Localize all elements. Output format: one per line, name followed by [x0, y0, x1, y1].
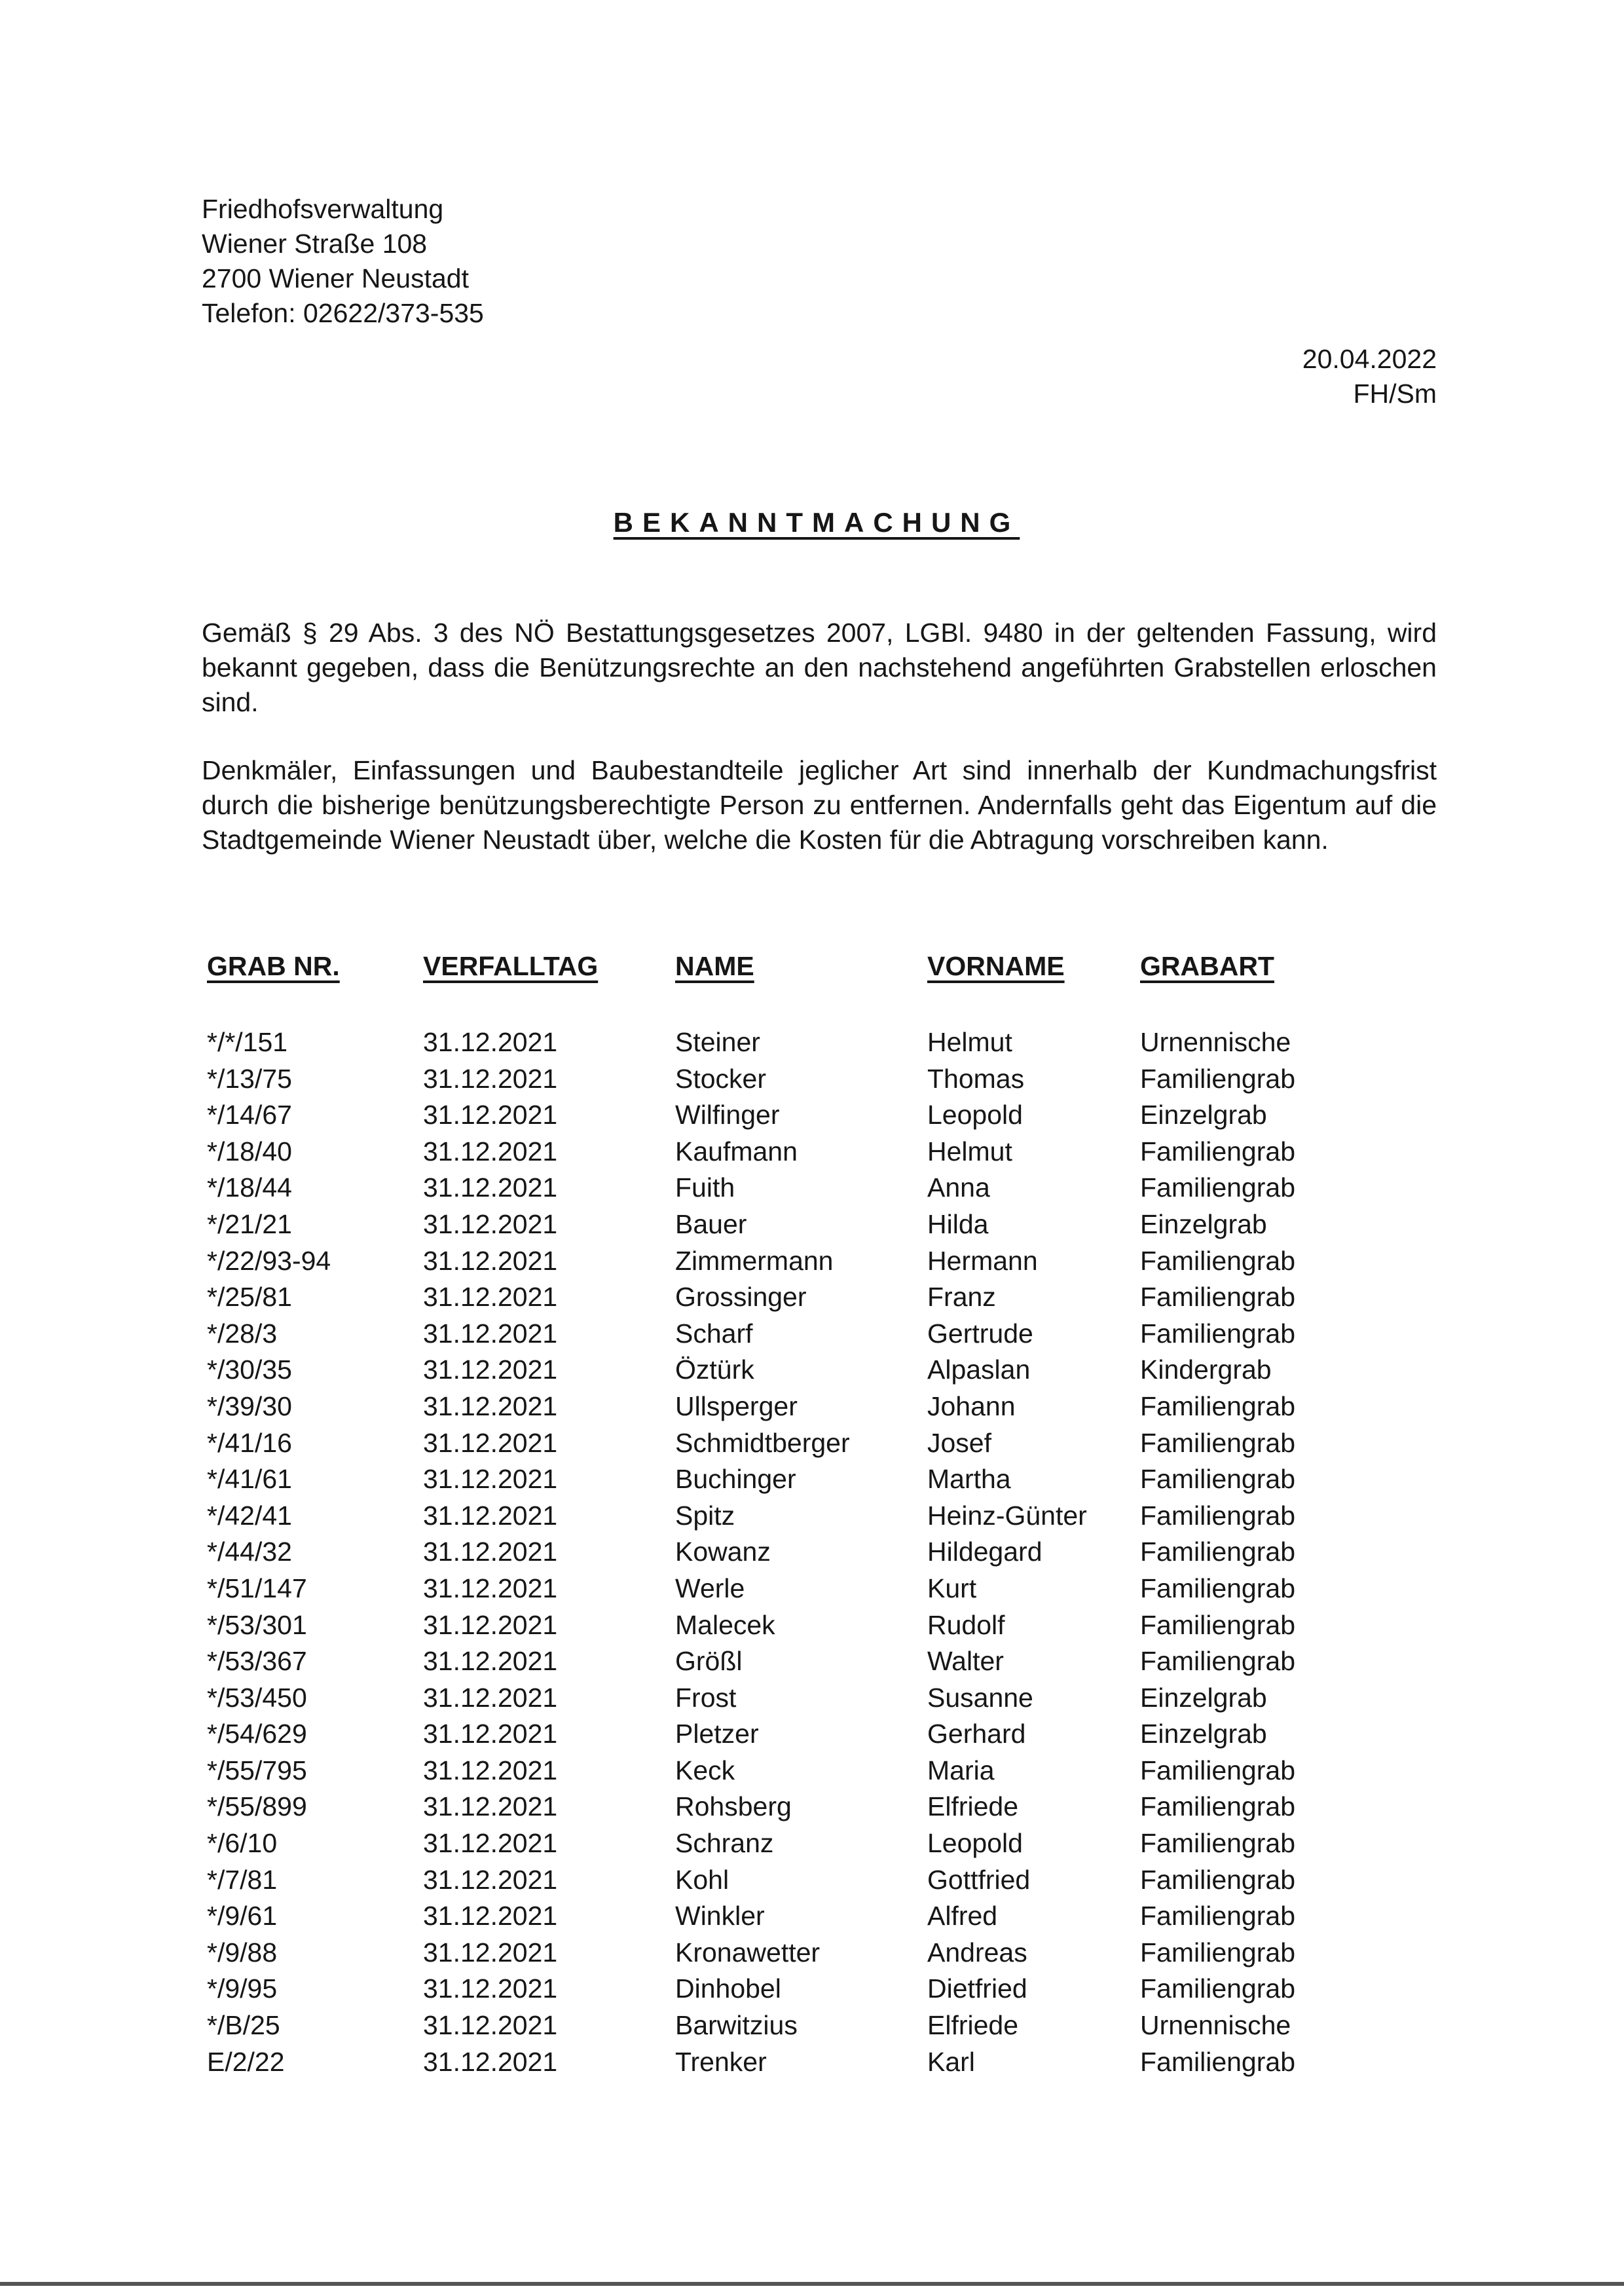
sender-street: Wiener Straße 108 [202, 229, 428, 259]
cell-verfalltag: 31.12.2021 [423, 1208, 558, 1239]
grave-table [207, 951, 1376, 2080]
cell-grab-nr: */54/629 [207, 1719, 307, 1749]
cell-grabart: Familiengrab [1140, 2046, 1295, 2077]
cell-grab-nr: */7/81 [207, 1864, 278, 1895]
cell-verfalltag: 31.12.2021 [423, 1063, 558, 1094]
cell-grab-nr: E/2/22 [207, 2046, 285, 2077]
cell-vorname: Anna [927, 1172, 990, 1203]
cell-grabart: Familiengrab [1140, 1609, 1295, 1640]
cell-name: Rohsberg [675, 1791, 792, 1822]
table-row [207, 2044, 1376, 2081]
cell-vorname: Gottfried [927, 1864, 1031, 1895]
cell-grabart: Familiengrab [1140, 1464, 1295, 1495]
cell-verfalltag: 31.12.2021 [423, 1172, 558, 1203]
cell-vorname: Johann [927, 1390, 1016, 1421]
cell-verfalltag: 31.12.2021 [423, 1537, 558, 1567]
cell-grabart: Familiengrab [1140, 1136, 1295, 1166]
cell-grab-nr: */18/44 [207, 1172, 292, 1203]
document-title-wrapper [0, 507, 1624, 538]
cell-verfalltag: 31.12.2021 [423, 1682, 558, 1713]
cell-grab-nr: */51/147 [207, 1573, 307, 1603]
cell-grab-nr: */6/10 [207, 1828, 278, 1859]
table-row [207, 1316, 1376, 1353]
cell-name: Kaufmann [675, 1136, 798, 1166]
table-row [207, 1825, 1376, 1862]
cell-name: Pletzer [675, 1719, 759, 1749]
table-row [207, 1716, 1376, 1753]
cell-verfalltag: 31.12.2021 [423, 1755, 558, 1785]
cell-name: Größl [675, 1646, 743, 1677]
cell-name: Steiner [675, 1027, 760, 1057]
cell-grab-nr: */55/899 [207, 1791, 307, 1822]
table-row [207, 1389, 1376, 1425]
cell-verfalltag: 31.12.2021 [423, 1354, 558, 1385]
cell-grabart: Familiengrab [1140, 1282, 1295, 1313]
cell-vorname: Martha [927, 1464, 1011, 1495]
table-row [207, 1097, 1376, 1134]
cell-verfalltag: 31.12.2021 [423, 1318, 558, 1349]
table-row [207, 1680, 1376, 1717]
cell-grabart: Familiengrab [1140, 1500, 1295, 1531]
cell-grab-nr: */53/367 [207, 1646, 307, 1677]
cell-vorname: Franz [927, 1282, 996, 1313]
table-row [207, 1753, 1376, 1789]
cell-vorname: Leopold [927, 1100, 1023, 1130]
table-row [207, 1498, 1376, 1535]
cell-grab-nr: */9/61 [207, 1901, 278, 1931]
cell-vorname: Gerhard [927, 1719, 1026, 1749]
cell-vorname: Elfriede [927, 1791, 1019, 1822]
cell-verfalltag: 31.12.2021 [423, 1027, 558, 1057]
cell-name: Schranz [675, 1828, 774, 1859]
scan-edge-line [0, 2282, 1624, 2286]
cell-grabart: Kindergrab [1140, 1354, 1272, 1385]
cell-verfalltag: 31.12.2021 [423, 1500, 558, 1531]
header-grab-nr: GRAB NR. [207, 951, 340, 981]
cell-grabart: Familiengrab [1140, 1427, 1295, 1458]
sender-city: 2700 Wiener Neustadt [202, 263, 469, 293]
document-reference: FH/Sm [1353, 379, 1437, 409]
cell-verfalltag: 31.12.2021 [423, 1791, 558, 1822]
table-row [207, 1571, 1376, 1607]
cell-grabart: Familiengrab [1140, 1828, 1295, 1859]
cell-verfalltag: 31.12.2021 [423, 1973, 558, 2004]
cell-name: Ullsperger [675, 1390, 798, 1421]
cell-grab-nr: */9/88 [207, 1937, 278, 1968]
cell-vorname: Walter [927, 1646, 1004, 1677]
cell-name: Keck [675, 1755, 735, 1785]
table-row [207, 1935, 1376, 1971]
cell-name: Winkler [675, 1901, 765, 1931]
cell-grabart: Familiengrab [1140, 1390, 1295, 1421]
cell-name: Wilfinger [675, 1100, 780, 1130]
cell-grab-nr: */22/93-94 [207, 1245, 331, 1276]
cell-grabart: Urnennische [1140, 1027, 1291, 1057]
cell-grab-nr: */53/301 [207, 1609, 307, 1640]
cell-grab-nr: */55/795 [207, 1755, 307, 1785]
cell-vorname: Hildegard [927, 1537, 1043, 1567]
cell-grabart: Familiengrab [1140, 1573, 1295, 1603]
cell-verfalltag: 31.12.2021 [423, 1719, 558, 1749]
header-verfalltag: VERFALLTAG [423, 951, 599, 981]
header-vorname: VORNAME [927, 951, 1065, 981]
sender-name: Friedhofsverwaltung [202, 194, 444, 224]
cell-grabart: Familiengrab [1140, 1791, 1295, 1822]
cell-grab-nr: */21/21 [207, 1208, 292, 1239]
cell-grabart: Urnennische [1140, 2010, 1291, 2041]
cell-name: Kronawetter [675, 1937, 821, 1968]
cell-verfalltag: 31.12.2021 [423, 1464, 558, 1495]
cell-vorname: Hilda [927, 1208, 989, 1239]
cell-vorname: Heinz-Günter [927, 1500, 1087, 1531]
cell-grab-nr: */13/75 [207, 1063, 292, 1094]
sender-address [202, 192, 484, 331]
cell-name: Fuith [675, 1172, 735, 1203]
cell-verfalltag: 31.12.2021 [423, 1390, 558, 1421]
cell-grabart: Familiengrab [1140, 1537, 1295, 1567]
cell-verfalltag: 31.12.2021 [423, 2010, 558, 2041]
cell-vorname: Helmut [927, 1027, 1012, 1057]
cell-verfalltag: 31.12.2021 [423, 1245, 558, 1276]
sender-phone: Telefon: 02622/373-535 [202, 298, 484, 328]
cell-name: Barwitzius [675, 2010, 798, 2041]
cell-verfalltag: 31.12.2021 [423, 1937, 558, 1968]
cell-name: Stocker [675, 1063, 766, 1094]
cell-grabart: Familiengrab [1140, 1937, 1295, 1968]
cell-grab-nr: */28/3 [207, 1318, 278, 1349]
cell-vorname: Alpaslan [927, 1354, 1031, 1385]
cell-name: Werle [675, 1573, 745, 1603]
cell-name: Öztürk [675, 1354, 754, 1385]
cell-vorname: Andreas [927, 1937, 1027, 1968]
cell-grab-nr: */41/61 [207, 1464, 292, 1495]
cell-verfalltag: 31.12.2021 [423, 1609, 558, 1640]
table-row [207, 1206, 1376, 1243]
cell-verfalltag: 31.12.2021 [423, 1100, 558, 1130]
cell-grabart: Familiengrab [1140, 1755, 1295, 1785]
cell-verfalltag: 31.12.2021 [423, 1828, 558, 1859]
cell-vorname: Helmut [927, 1136, 1012, 1166]
cell-verfalltag: 31.12.2021 [423, 1901, 558, 1931]
cell-grab-nr: */9/95 [207, 1973, 278, 2004]
cell-vorname: Susanne [927, 1682, 1033, 1713]
table-row [207, 1789, 1376, 1825]
cell-verfalltag: 31.12.2021 [423, 1864, 558, 1895]
cell-vorname: Maria [927, 1755, 995, 1785]
cell-grabart: Familiengrab [1140, 1901, 1295, 1931]
header-name: NAME [675, 951, 754, 981]
cell-vorname: Thomas [927, 1063, 1025, 1094]
cell-grabart: Einzelgrab [1140, 1100, 1267, 1130]
table-body [207, 1024, 1376, 2080]
cell-vorname: Karl [927, 2046, 975, 2077]
cell-grab-nr: */14/67 [207, 1100, 292, 1130]
cell-name: Trenker [675, 2046, 767, 2077]
cell-grab-nr: */30/35 [207, 1354, 292, 1385]
cell-name: Scharf [675, 1318, 753, 1349]
document-date: 20.04.2022 [1302, 344, 1437, 374]
cell-grab-nr: */42/41 [207, 1500, 292, 1531]
table-header [207, 951, 1376, 1024]
cell-verfalltag: 31.12.2021 [423, 1646, 558, 1677]
cell-name: Spitz [675, 1500, 735, 1531]
paragraph-removal-notice: Denkmäler, Einfassungen und Baubestandteile jeglicher Art sind innerhalb der Kundmachungsfrist durch die bisherige benützungsberechtigte Person zu entfernen. Andernfalls geht das Eigentum auf die Stadtgemeinde Wiener Neustadt über, welche die Kosten für die Abtragung vorschreiben kann. [202, 755, 1437, 855]
table-row [207, 1898, 1376, 1935]
cell-grab-nr: */25/81 [207, 1282, 292, 1313]
cell-name: Dinhobel [675, 1973, 781, 2004]
cell-name: Bauer [675, 1208, 747, 1239]
table-row [207, 1352, 1376, 1389]
table-row [207, 1279, 1376, 1316]
cell-grab-nr: */18/40 [207, 1136, 292, 1166]
cell-name: Zimmermann [675, 1245, 834, 1276]
table-row [207, 1134, 1376, 1170]
table-row [207, 1607, 1376, 1644]
header-grabart: GRABART [1140, 951, 1274, 981]
cell-name: Schmidtberger [675, 1427, 850, 1458]
table-row [207, 2007, 1376, 2044]
table-row [207, 1243, 1376, 1280]
cell-verfalltag: 31.12.2021 [423, 1282, 558, 1313]
cell-grabart: Familiengrab [1140, 1646, 1295, 1677]
cell-verfalltag: 31.12.2021 [423, 1427, 558, 1458]
cell-vorname: Kurt [927, 1573, 977, 1603]
document-title: BEKANNTMACHUNG [613, 507, 1020, 538]
cell-verfalltag: 31.12.2021 [423, 2046, 558, 2077]
cell-verfalltag: 31.12.2021 [423, 1573, 558, 1603]
cell-vorname: Leopold [927, 1828, 1023, 1859]
cell-grabart: Einzelgrab [1140, 1719, 1267, 1749]
table-row [207, 1425, 1376, 1462]
cell-name: Malecek [675, 1609, 775, 1640]
cell-grabart: Familiengrab [1140, 1318, 1295, 1349]
cell-vorname: Alfred [927, 1901, 998, 1931]
cell-grabart: Familiengrab [1140, 1172, 1295, 1203]
table-row [207, 1024, 1376, 1061]
date-block [1302, 342, 1437, 411]
cell-name: Kowanz [675, 1537, 771, 1567]
cell-grabart: Familiengrab [1140, 1973, 1295, 2004]
cell-grabart: Familiengrab [1140, 1063, 1295, 1094]
table-row [207, 1534, 1376, 1571]
cell-grabart: Familiengrab [1140, 1245, 1295, 1276]
cell-grab-nr: */B/25 [207, 2010, 280, 2041]
cell-name: Frost [675, 1682, 737, 1713]
cell-grab-nr: */53/450 [207, 1682, 307, 1713]
cell-vorname: Hermann [927, 1245, 1038, 1276]
cell-grabart: Familiengrab [1140, 1864, 1295, 1895]
cell-verfalltag: 31.12.2021 [423, 1136, 558, 1166]
table-row [207, 1461, 1376, 1498]
cell-name: Kohl [675, 1864, 729, 1895]
cell-grab-nr: */39/30 [207, 1390, 292, 1421]
cell-vorname: Gertrude [927, 1318, 1033, 1349]
cell-name: Grossinger [675, 1282, 807, 1313]
paragraph-legal-basis: Gemäß § 29 Abs. 3 des NÖ Bestattungsgesetzes 2007, LGBl. 9480 in der geltenden Fassung, wird bekannt gegeben, dass die Benützungsrechte an den nachstehend angeführten Grabstellen erloschen sind. [202, 618, 1437, 717]
cell-grab-nr: */*/151 [207, 1027, 288, 1057]
cell-name: Buchinger [675, 1464, 796, 1495]
cell-grabart: Einzelgrab [1140, 1208, 1267, 1239]
cell-vorname: Dietfried [927, 1973, 1027, 2004]
table-row [207, 1971, 1376, 2007]
table-row [207, 1061, 1376, 1098]
table-row [207, 1170, 1376, 1206]
table-row [207, 1862, 1376, 1899]
cell-grab-nr: */41/16 [207, 1427, 292, 1458]
cell-vorname: Josef [927, 1427, 991, 1458]
table-row [207, 1643, 1376, 1680]
cell-grabart: Einzelgrab [1140, 1682, 1267, 1713]
cell-vorname: Elfriede [927, 2010, 1019, 2041]
cell-grab-nr: */44/32 [207, 1537, 292, 1567]
cell-vorname: Rudolf [927, 1609, 1005, 1640]
